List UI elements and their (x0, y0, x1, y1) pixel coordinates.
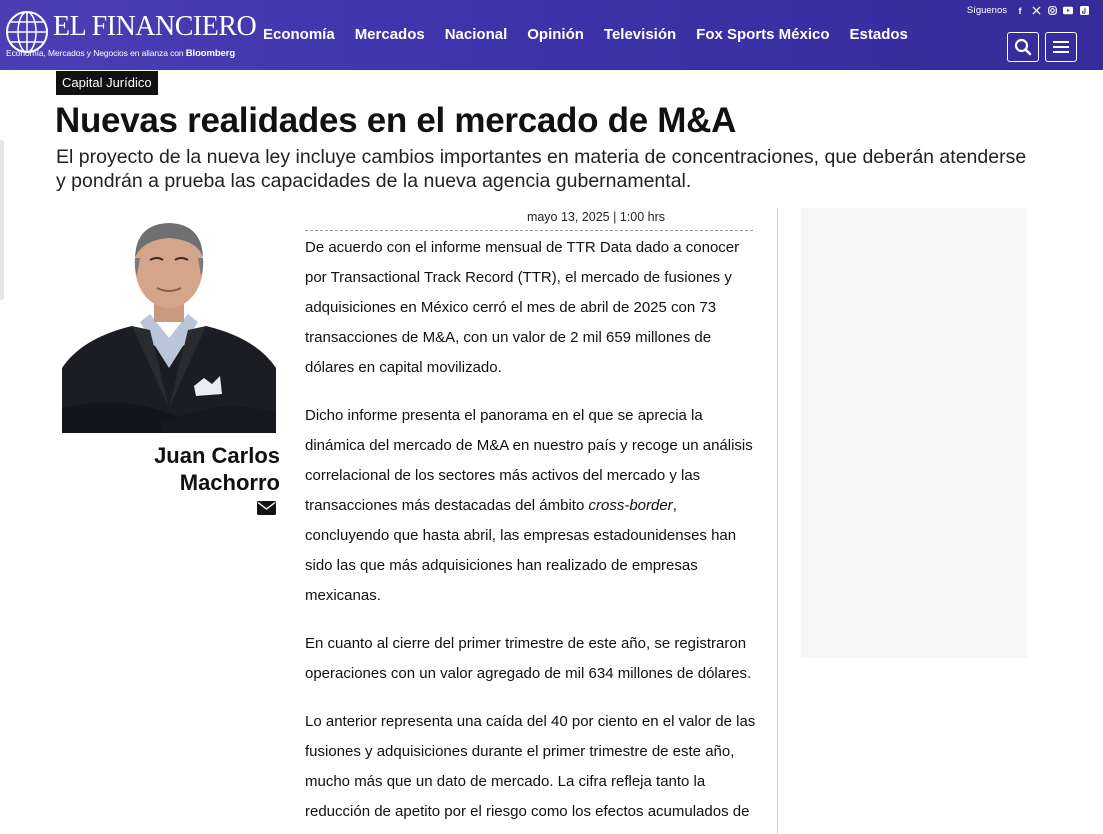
main-nav (263, 26, 928, 43)
side-drawer-handle[interactable] (0, 140, 4, 300)
article-subtitle: El proyecto de la nueva ley incluye cambios importantes en materia de concentraciones, que deberán atenderse y pondrán a prueba las capacidades de la nueva agencia gubernamental. (56, 146, 1027, 192)
article-paragraph: De acuerdo con el informe mensual de TTR Data dado a conocer por Transactional Track Record (TTR), el mercado de fusiones y adquisiciones en México cerró el mes de abril de 2025 con 73 transacciones de M&A, con un valor de 2 mil 659 millones de dólares en capital movilizado. (305, 239, 740, 376)
search-icon (1014, 38, 1032, 56)
tiktok-icon[interactable] (1079, 6, 1089, 16)
search-button[interactable] (1007, 32, 1039, 62)
logo-wordmark: EL FINANCIERO (53, 11, 257, 42)
nav-item-television[interactable]: Televisión (603, 26, 677, 43)
nav-item-fox-sports[interactable]: Fox Sports México (696, 26, 830, 43)
facebook-icon[interactable]: f (1018, 5, 1022, 16)
section-tag[interactable]: Capital Jurídico (56, 71, 158, 95)
site-logo[interactable] (5, 8, 257, 60)
column-divider (777, 208, 778, 834)
author-photo (62, 218, 276, 433)
article-title: Nuevas realidades en el mercado de M&A (55, 101, 737, 140)
publish-date: mayo 13, 2025 | 1:00 hrs (526, 210, 665, 224)
nav-item-nacional[interactable]: Nacional (444, 26, 508, 43)
sidebar-ad-slot (801, 208, 1027, 658)
nav-item-estados[interactable]: Estados (849, 26, 908, 43)
date-divider (305, 230, 753, 231)
youtube-icon[interactable] (1063, 6, 1073, 16)
x-icon[interactable] (1031, 6, 1041, 16)
instagram-icon[interactable] (1047, 6, 1057, 16)
social-label: Síguenos (966, 5, 1007, 16)
nav-item-mercados[interactable]: Mercados (354, 26, 425, 43)
social-links (967, 5, 1089, 16)
article-paragraph: Lo anterior representa una caída del 40 por ciento en el valor de las fusiones y adquisiciones durante el primer trimestre de este año, mucho más que un dato de mercado. La cifra refleja tanto la reducción de apetito por el riesgo como los efectos acumulados de (305, 713, 756, 820)
mail-icon[interactable] (257, 501, 276, 515)
nav-item-opinion[interactable]: Opinión (527, 26, 584, 43)
article-body (305, 233, 757, 834)
hamburger-menu-icon (1053, 40, 1069, 54)
menu-button[interactable] (1045, 32, 1077, 62)
logo-tagline: Economía, Mercados y Negocios en alianza con Bloomberg (6, 48, 236, 59)
author-name[interactable]: Juan Carlos Machorro (154, 443, 280, 495)
nav-item-economia[interactable]: Economía (263, 26, 335, 43)
site-header (0, 0, 1103, 70)
article-paragraph: En cuanto al cierre del primer trimestre de este año, se registraron operaciones con un valor agregado de mil 634 millones de dólares. (305, 635, 752, 682)
article-paragraph: Dicho informe presenta el panorama en el que se aprecia la dinámica del mercado de M&A en nuestro país y recoge un análisis correlacional de los sectores más activos del mercado y las transacciones más destacadas del ámbito cross-border, concluyendo que hasta abril, las empresas estadounidenses han sido las que más adquisiciones han realizado de empresas mexicanas. (305, 407, 753, 604)
